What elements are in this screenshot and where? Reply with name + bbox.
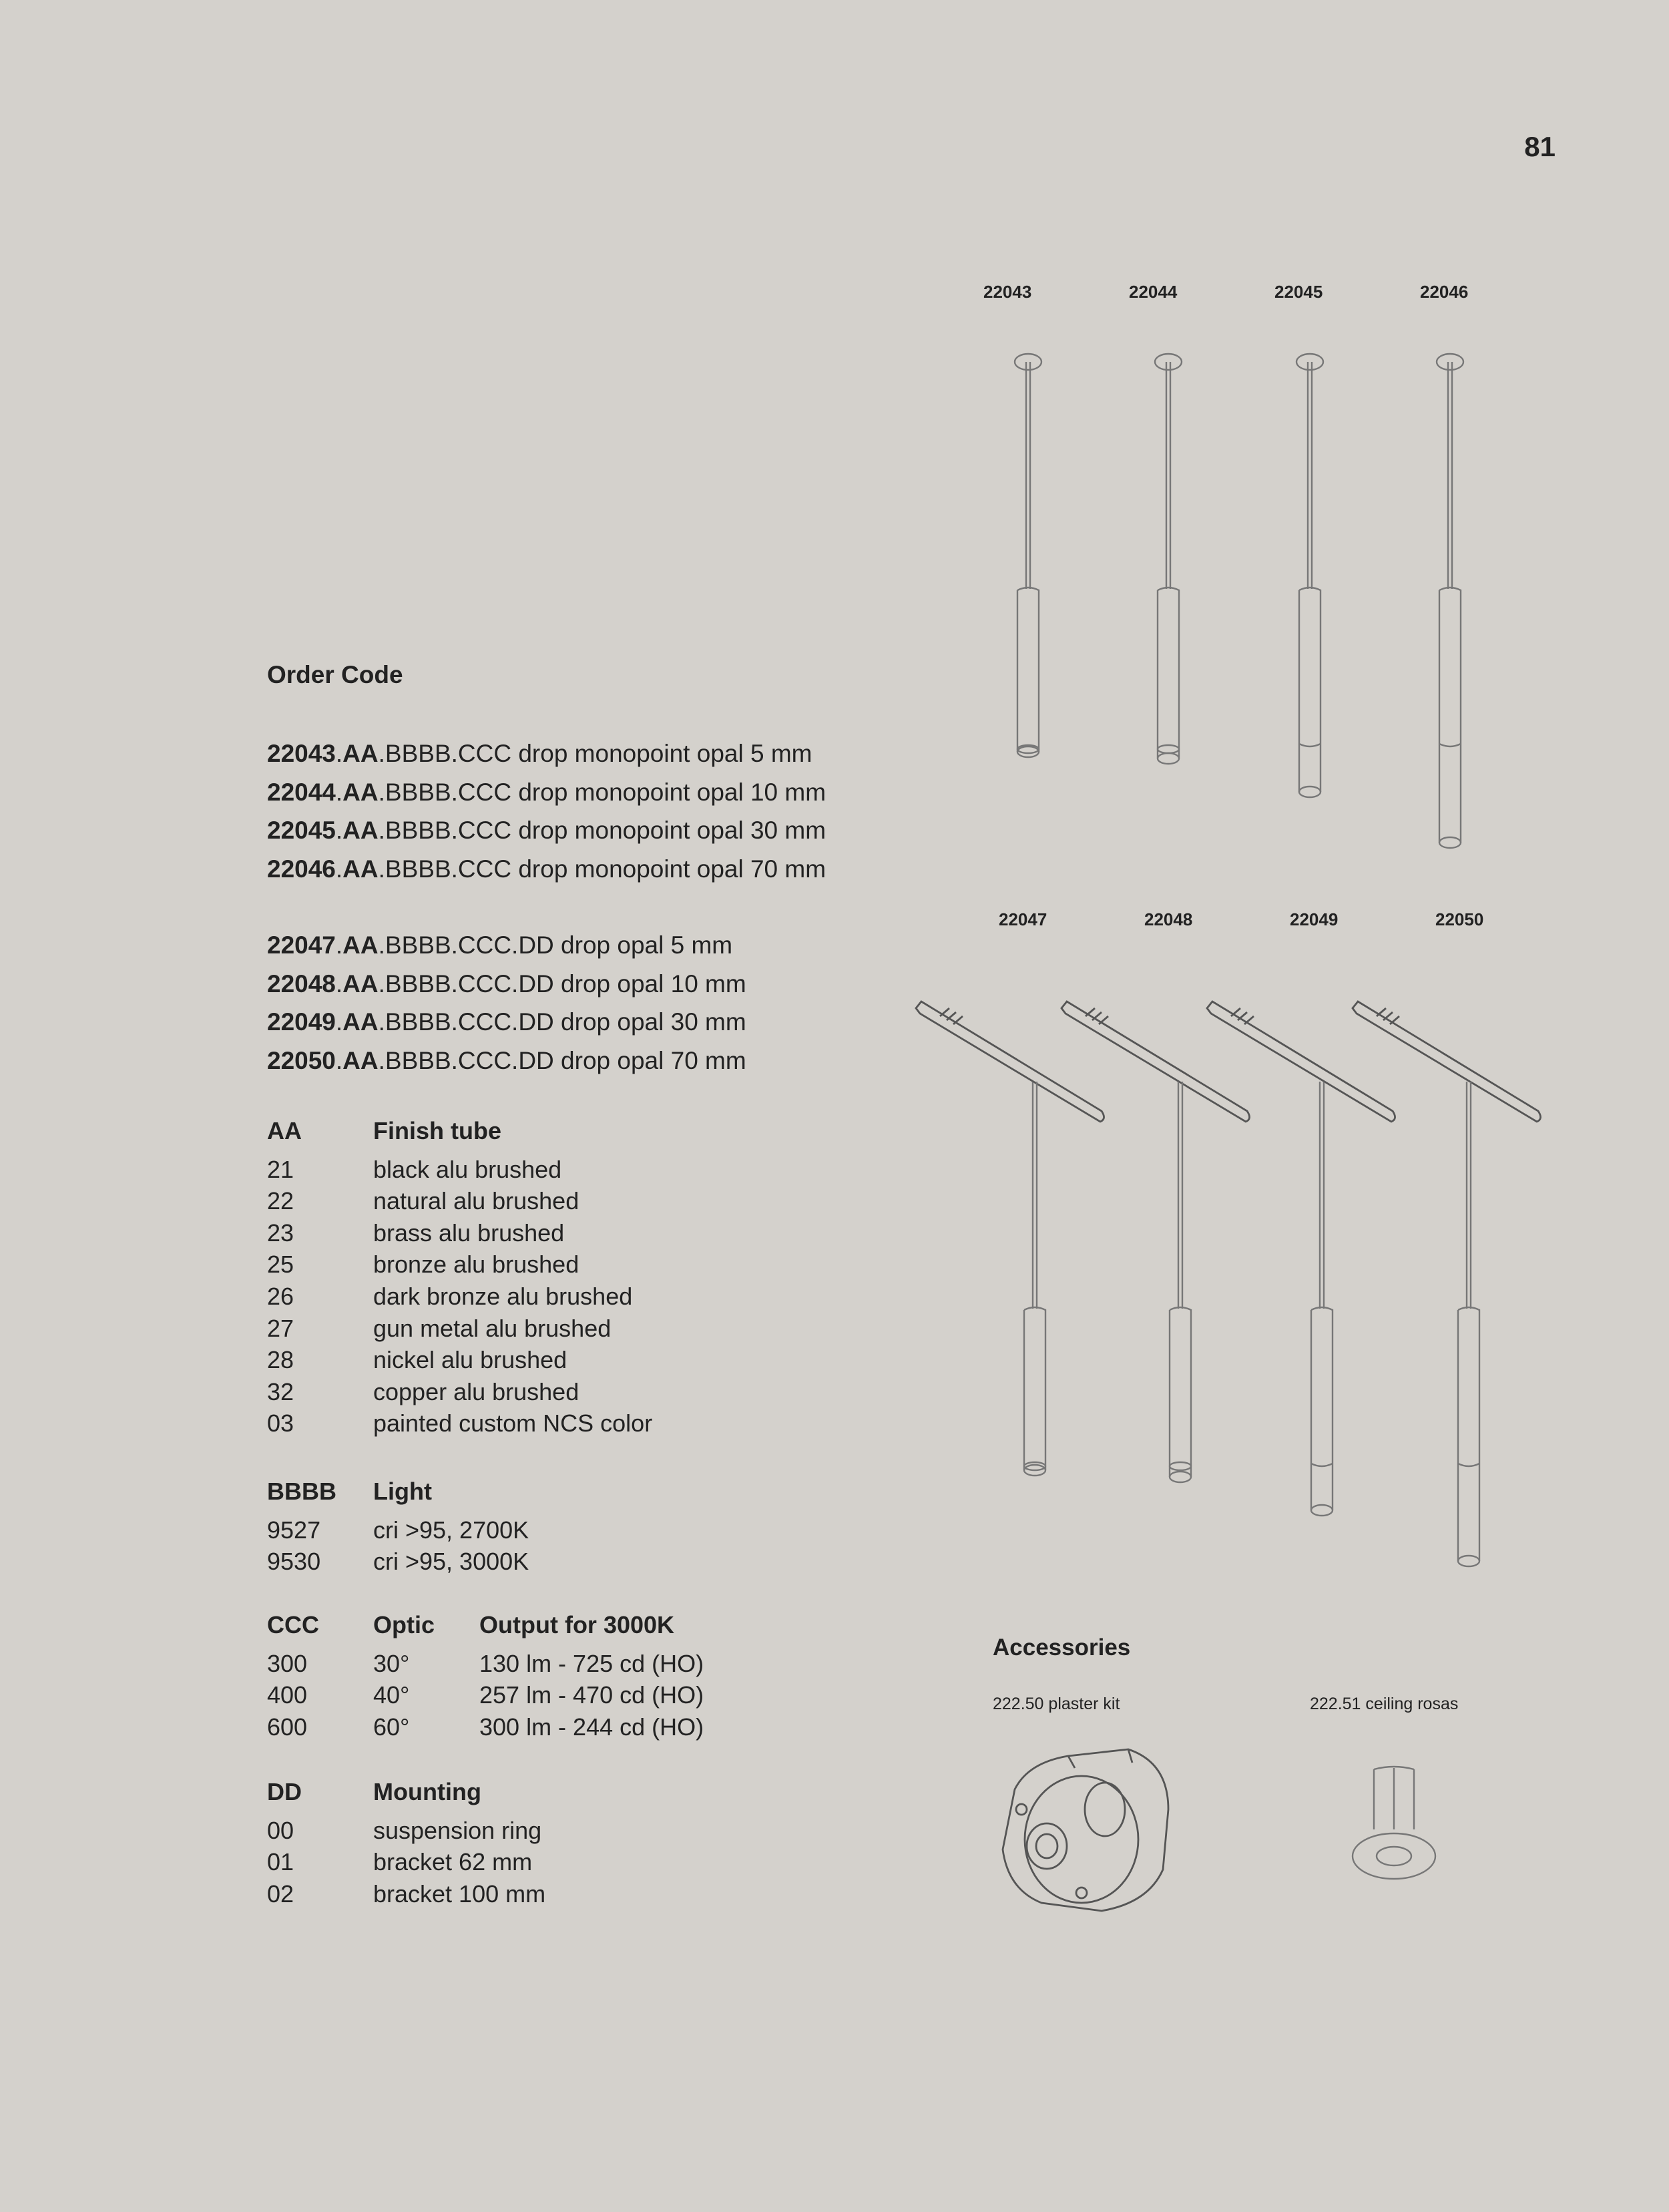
order-code-list [267, 734, 826, 1080]
accessory-label: 222.50 plaster kit [993, 1695, 1120, 1713]
table-row: 27 gun metal alu brushed [267, 1314, 612, 1342]
lamp-label: 22045 [1274, 282, 1323, 302]
lamp-label: 22046 [1420, 282, 1469, 302]
pendant-22044-drawing [1155, 354, 1182, 764]
table-row: 300 30° 130 lm - 725 cd (HO) [267, 1649, 704, 1677]
order-code-line: 22049.AA.BBBB.CCC.DD drop opal 30 mm [267, 1008, 746, 1036]
pendant-22047-drawing [916, 1002, 1104, 1476]
table-row: 01 bracket 62 mm [267, 1848, 533, 1876]
order-code-line: 22043.AA.BBBB.CCC drop monopoint opal 5 mm [267, 740, 812, 767]
pendant-22048-drawing [1061, 1002, 1250, 1482]
order-code-line: 22046.AA.BBBB.CCC drop monopoint opal 70 mm [267, 855, 826, 883]
order-code-line: 22047.AA.BBBB.CCC.DD drop opal 5 mm [267, 931, 733, 959]
table-row: 28 nickel alu brushed [267, 1346, 567, 1374]
lamp-label: 22050 [1435, 909, 1484, 929]
page-number: 81 [1524, 131, 1556, 162]
accessory-label: 222.51 ceiling rosas [1310, 1695, 1459, 1713]
pendant-22043-drawing [1015, 354, 1041, 757]
order-code-line: 22044.AA.BBBB.CCC drop monopoint opal 10 mm [267, 778, 826, 806]
lamp-label: 22044 [1129, 282, 1178, 302]
order-code-line: 22048.AA.BBBB.CCC.DD drop opal 10 mm [267, 969, 746, 998]
table-row: 00 suspension ring [267, 1816, 542, 1844]
pendant-22049-drawing [1207, 1002, 1395, 1516]
lamp-label: 22049 [1290, 909, 1339, 929]
lamp-label: 22047 [999, 909, 1047, 929]
finish-table: AA Finish tube 21 black alu brushed 22 natural alu brushed 23 brass alu brushed 25 bronze alu brushed 26 dark bronze alu brushed 27 gun metal alu brushed 28 nickel alu brushed 32 copper alu brushed 03 painted custom NCS color [267, 1115, 652, 1440]
order-code-line: 22045.AA.BBBB.CCC drop monopoint opal 30 mm [267, 817, 826, 844]
track-pendant-drawings [908, 988, 1562, 1576]
table-row: 21 black alu brushed [267, 1155, 562, 1183]
accessories-title: Accessories [993, 1634, 1131, 1661]
order-code-line: 22050.AA.BBBB.CCC.DD drop opal 70 mm [267, 1046, 746, 1074]
table-row: 32 copper alu brushed [267, 1377, 579, 1405]
ceiling-rosas-drawing [1349, 1763, 1442, 1883]
table-row: 9530 cri >95, 3000K [267, 1548, 529, 1576]
monopoint-drawings [968, 341, 1502, 875]
pendant-22046-drawing [1437, 354, 1463, 848]
table-row: 23 brass alu brushed [267, 1219, 565, 1247]
table-row: 26 dark bronze alu brushed [267, 1282, 633, 1310]
table-row: 03 painted custom NCS color [267, 1409, 653, 1437]
table-row: 02 bracket 100 mm [267, 1879, 546, 1908]
table-row: 25 bronze alu brushed [267, 1251, 579, 1279]
table-row: 9527 cri >95, 2700K [267, 1516, 529, 1544]
optic-table: CCC Optic Output for 3000K 300 30° 130 lm - 725 cd (HO) 400 40° 257 lm - 470 cd (HO) 600 60° 300 lm - 244 cd (HO) [267, 1609, 704, 1743]
table-row: 600 60° 300 lm - 244 cd (HO) [267, 1713, 704, 1741]
table-row: 400 40° 257 lm - 470 cd (HO) [267, 1681, 704, 1709]
pendant-22045-drawing [1296, 354, 1323, 797]
light-table: BBBB Light 9527 cri >95, 2700K 9530 cri >95, 3000K [267, 1476, 529, 1578]
mounting-table: DD Mounting 00 suspension ring 01 bracket 62 mm 02 bracket 100 mm [267, 1776, 545, 1910]
plaster-kit-drawing [988, 1736, 1182, 1923]
lamp-label: 22043 [983, 282, 1032, 302]
table-row: 22 natural alu brushed [267, 1187, 579, 1215]
lamp-label: 22048 [1144, 909, 1193, 929]
order-code-title: Order Code [267, 661, 403, 688]
pendant-22050-drawing [1353, 1002, 1541, 1566]
